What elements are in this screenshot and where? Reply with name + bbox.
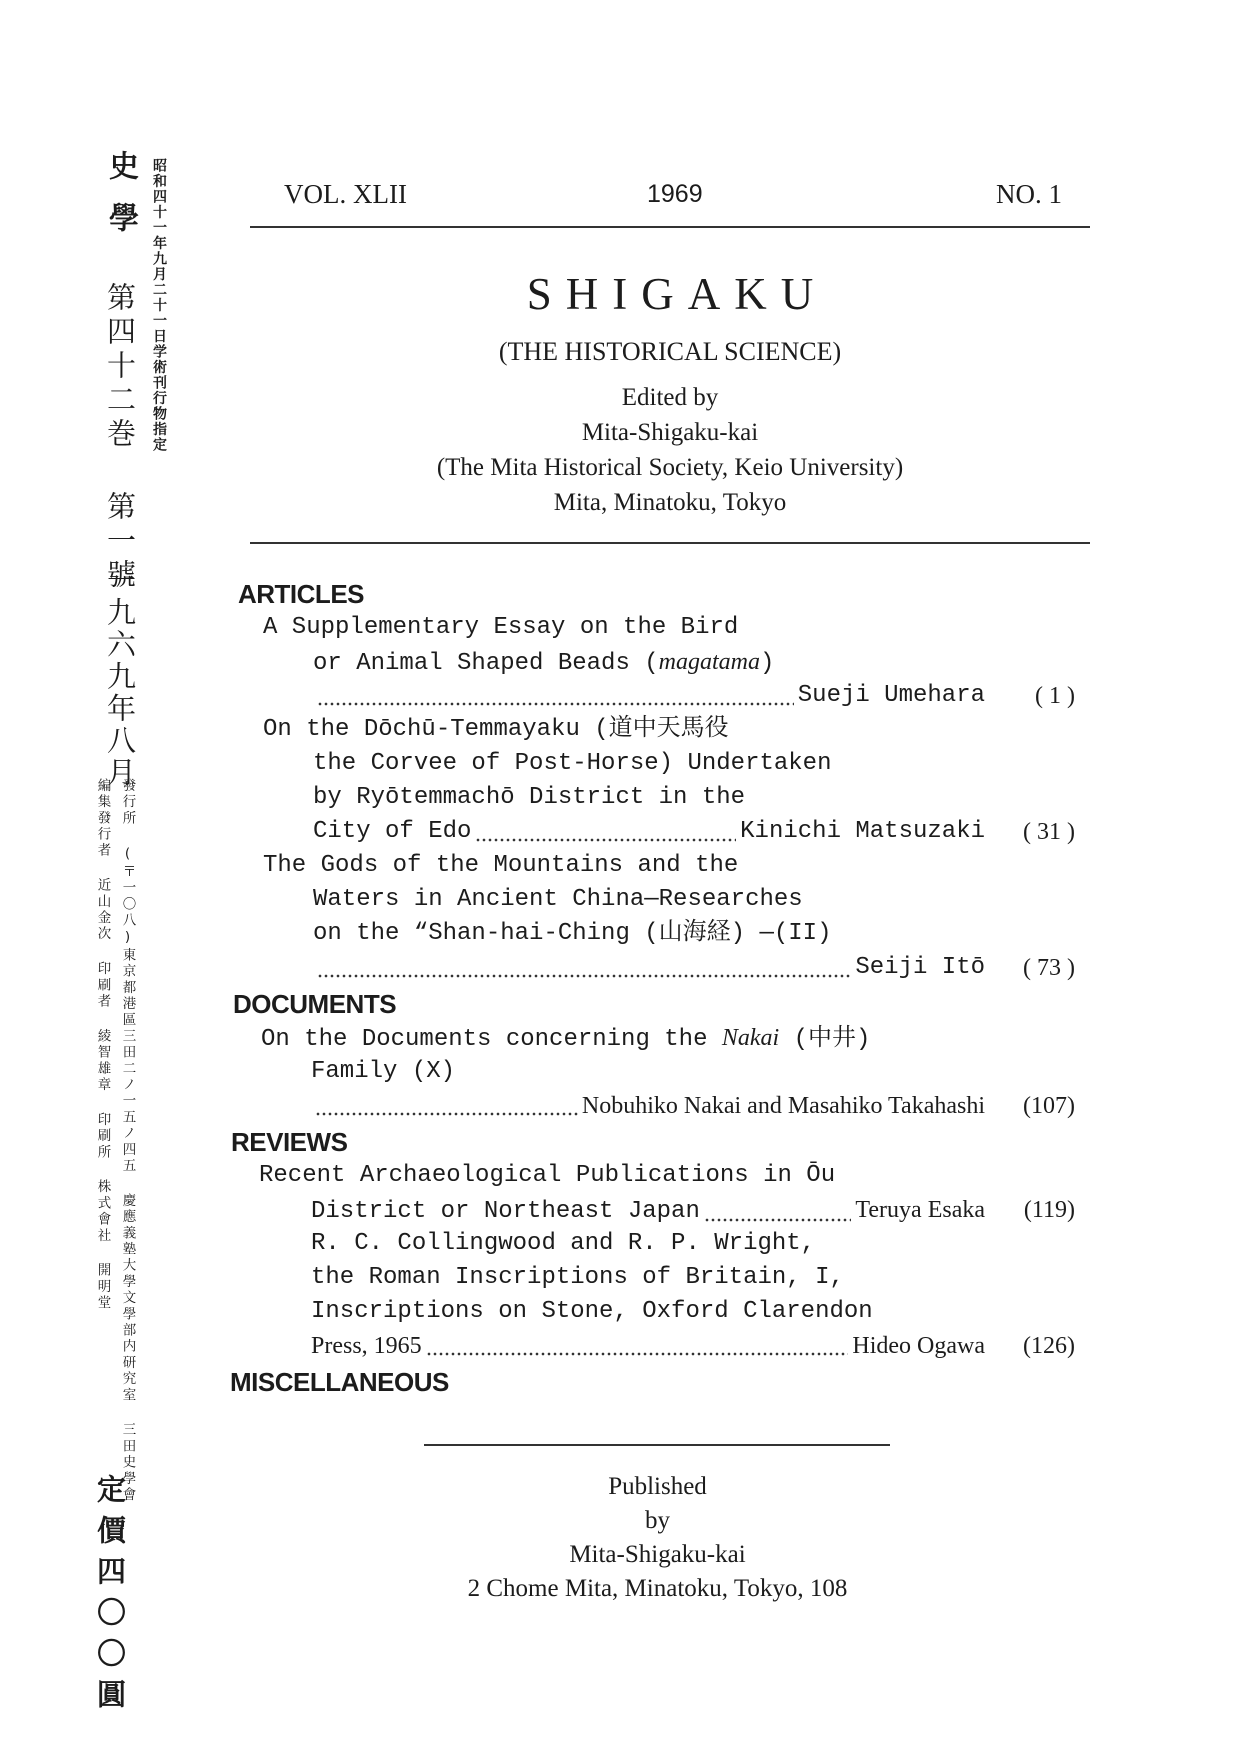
article-2-author-line (313, 816, 985, 848)
article-2-title-line-4: City of Edo (313, 818, 472, 845)
imprint-divider (424, 1444, 890, 1446)
article-3-title-line-2: Waters in Ancient China—Researches (313, 886, 803, 913)
article-3-page: ( 73 ) (1023, 955, 1075, 981)
spine-price: 定價四〇〇圓 (93, 1474, 127, 1720)
article-2-title-line-1: On the Dōchū-Temmayaku (道中天馬役 (263, 716, 729, 743)
article-2-author: Kinichi Matsuzaki (740, 818, 985, 845)
dot-leader (704, 1218, 852, 1222)
dot-leader (426, 1352, 849, 1356)
imprint-published: Published (608, 1473, 707, 1500)
section-heading-articles: ARTICLES (238, 579, 364, 609)
article-1-author: Sueji Umehara (797, 682, 985, 709)
article-3-title-line-1: The Gods of the Mountains and the (263, 852, 739, 879)
edited-by-label: Edited by (621, 384, 719, 411)
masthead-divider (250, 542, 1090, 544)
section-heading-documents: DOCUMENTS (233, 989, 397, 1019)
society-name: (The Mita Historical Society, Keio University) (436, 454, 904, 481)
spine-issue-date: 一九六九年八月 (103, 565, 137, 789)
article-1-page: ( 1 ) (1035, 683, 1075, 709)
document-1-title-line-2: Family (X) (311, 1058, 456, 1085)
review-2-author: Hideo Ogawa (852, 1333, 985, 1359)
dot-leader (317, 974, 851, 978)
spine-publisher-address: 發行所 (〒一〇八)東京都港區三田二ノ一五ノ四五 慶應義塾大學文學部内研究室 三田史學會 (119, 778, 136, 1504)
article-1-title-line-2: or Animal Shaped Beads (magatama) (313, 649, 775, 677)
section-heading-miscellaneous: MISCELLANEOUS (230, 1367, 449, 1397)
section-heading-reviews: REVIEWS (231, 1127, 348, 1157)
spine-registration-notice: 昭和四十一年九月二十一日学術刊行物指定 (151, 158, 167, 453)
review-2-title-line-1: R. C. Collingwood and R. P. Wright, (311, 1230, 816, 1257)
document-1-title-line-1: On the Documents concerning the Nakai (中井) (261, 1025, 871, 1053)
review-2-title-line-2: the Roman Inscriptions of Britain, I, (311, 1264, 844, 1291)
imprint-address: 2 Chome Mita, Minatoku, Tokyo, 108 (467, 1575, 848, 1602)
article-3-author-line (313, 952, 985, 984)
spine-editor-printer-credit: 編集發行者 近山金次 印刷者 綾智雄章 印刷所 株式會社 開明堂 (94, 778, 111, 1312)
volume-label: VOL. XLII (284, 179, 407, 209)
review-1-author: Teruya Esaka (855, 1197, 985, 1223)
masthead (250, 380, 1090, 520)
article-3-title-line-3: on the “Shan-hai-Ching (山海経) —(II) (313, 920, 832, 947)
review-1-author-line (311, 1194, 985, 1228)
imprint-by: by (645, 1507, 670, 1534)
review-1-title-line-1: Recent Archaeological Publications in Ōu (259, 1162, 836, 1189)
article-2-title-line-2: the Corvee of Post-Horse) Undertaken (313, 750, 832, 777)
article-2-title-line-3: by Ryōtemmachō District in the (313, 784, 746, 811)
review-2-title-line-3: Inscriptions on Stone, Oxford Clarendon (311, 1298, 873, 1325)
dot-leader (315, 1112, 578, 1116)
issue-year: 1969 (647, 180, 703, 208)
journal-title: SHIGAKU (526, 269, 828, 319)
article-1-title-line-1: A Supplementary Essay on the Bird (263, 614, 739, 641)
review-2-title-line-4: Press, 1965 (311, 1333, 422, 1359)
imprint-publisher: Mita-Shigaku-kai (569, 1541, 746, 1568)
issue-number: NO. 1 (996, 179, 1062, 209)
article-2-page: ( 31 ) (1023, 819, 1075, 845)
review-2-author-line (311, 1330, 985, 1362)
document-1-author-line (311, 1090, 985, 1122)
article-1-author-line (313, 680, 985, 712)
publisher-imprint (250, 1470, 1065, 1606)
document-1-page: (107) (1023, 1093, 1075, 1119)
article-3-author: Seiji Itō (855, 954, 985, 981)
spine-journal-title: 史學 (103, 150, 138, 254)
dot-leader (317, 702, 794, 706)
spine-volume-number: 第四十二巻 第一號 (103, 282, 137, 593)
editor-name: Mita-Shigaku-kai (581, 419, 759, 446)
document-1-authors: Nobuhiko Nakai and Masahiko Takahashi (581, 1093, 985, 1119)
header-divider (250, 226, 1090, 228)
journal-subtitle: (THE HISTORICAL SCIENCE) (498, 337, 842, 366)
review-1-page: (119) (1023, 1197, 1075, 1223)
review-1-title-line-2: District or Northeast Japan (311, 1198, 700, 1225)
society-location: Mita, Minatoku, Tokyo (553, 489, 787, 516)
review-2-page: (126) (1023, 1333, 1075, 1359)
dot-leader (475, 838, 736, 842)
